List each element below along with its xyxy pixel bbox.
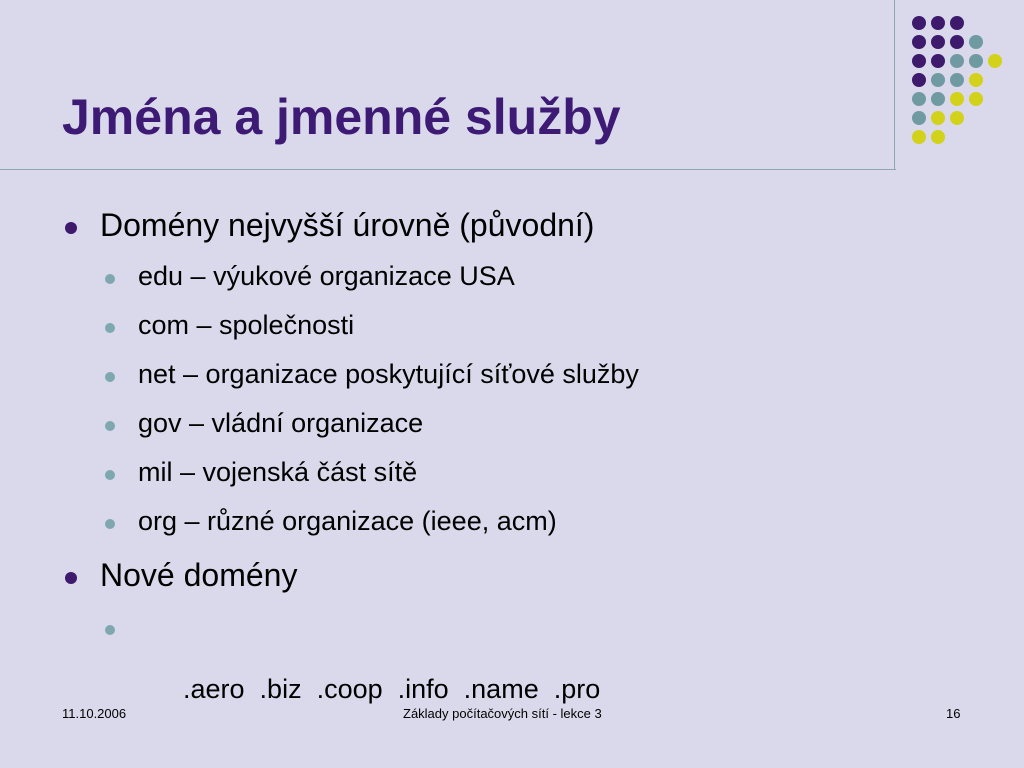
decor-dot bbox=[969, 73, 983, 87]
decor-dot bbox=[950, 54, 964, 68]
footer-date: 11.10.2006 bbox=[62, 706, 127, 721]
sub-bullet-dot-icon bbox=[105, 625, 115, 635]
sub-bullet-item bbox=[138, 359, 639, 390]
sub-bullet-dot-icon bbox=[105, 323, 115, 333]
decor-dot bbox=[931, 111, 945, 125]
decor-dot bbox=[931, 130, 945, 144]
decor-dot bbox=[912, 73, 926, 87]
sub-bullet-item bbox=[138, 261, 515, 292]
decor-dot bbox=[931, 54, 945, 68]
decor-dot bbox=[931, 73, 945, 87]
decor-dot bbox=[969, 92, 983, 106]
decor-dot bbox=[931, 92, 945, 106]
sub-bullet-dot-icon bbox=[105, 421, 115, 431]
decor-dot bbox=[988, 54, 1002, 68]
title-vertical-divider bbox=[894, 0, 895, 170]
bullet-item bbox=[100, 207, 594, 244]
footer-page-number: 16 bbox=[946, 706, 961, 721]
sub-bullet-item bbox=[138, 408, 423, 439]
decor-dot bbox=[950, 111, 964, 125]
decor-dot bbox=[950, 73, 964, 87]
title-horizontal-divider bbox=[0, 169, 896, 170]
decor-dot bbox=[969, 35, 983, 49]
bullet-dot-icon bbox=[65, 222, 77, 234]
decor-dot bbox=[912, 130, 926, 144]
sub-bullet-text: mil – vojenská část sítě bbox=[138, 457, 418, 487]
decor-dot bbox=[912, 35, 926, 49]
sub-bullet-text: net – organizace poskytující síťové služby bbox=[138, 359, 639, 389]
sub-bullet-dot-icon bbox=[105, 274, 115, 284]
sub-bullet-dot-icon bbox=[105, 372, 115, 382]
decor-dot bbox=[912, 16, 926, 30]
sub-bullet-dot-icon bbox=[105, 519, 115, 529]
sub-bullet-item bbox=[138, 457, 417, 488]
decor-dot bbox=[912, 111, 926, 125]
bullet-dot-icon bbox=[65, 572, 77, 584]
bullet-text: Nové domény bbox=[100, 557, 298, 593]
footer-course-title: Základy počítačových sítí - lekce 3 bbox=[403, 706, 602, 721]
slide-title: Jména a jmenné služby bbox=[62, 89, 621, 145]
decor-dot bbox=[912, 54, 926, 68]
sub-bullet-item bbox=[138, 310, 354, 341]
sub-bullet-text: com – společnosti bbox=[138, 310, 355, 340]
sub-bullet-item bbox=[138, 506, 557, 537]
sub-bullet-text: org – různé organizace (ieee, acm) bbox=[138, 506, 557, 536]
decor-dot bbox=[969, 54, 983, 68]
bullet-item bbox=[100, 557, 297, 594]
sub-bullet-text: edu – výukové organizace USA bbox=[138, 261, 515, 291]
sub-bullet-dot-icon bbox=[105, 470, 115, 480]
decor-dot bbox=[950, 35, 964, 49]
decor-dot bbox=[931, 16, 945, 30]
sub-bullet-text: gov – vládní organizace bbox=[138, 408, 424, 438]
decor-dot bbox=[931, 35, 945, 49]
bullet-text: Domény nejvyšší úrovně (původní) bbox=[100, 207, 595, 243]
decor-dot bbox=[950, 92, 964, 106]
decor-dot bbox=[912, 92, 926, 106]
decor-dot bbox=[950, 16, 964, 30]
sub-bullet-text: .aero .biz .coop .info .name .pro bbox=[183, 674, 601, 704]
